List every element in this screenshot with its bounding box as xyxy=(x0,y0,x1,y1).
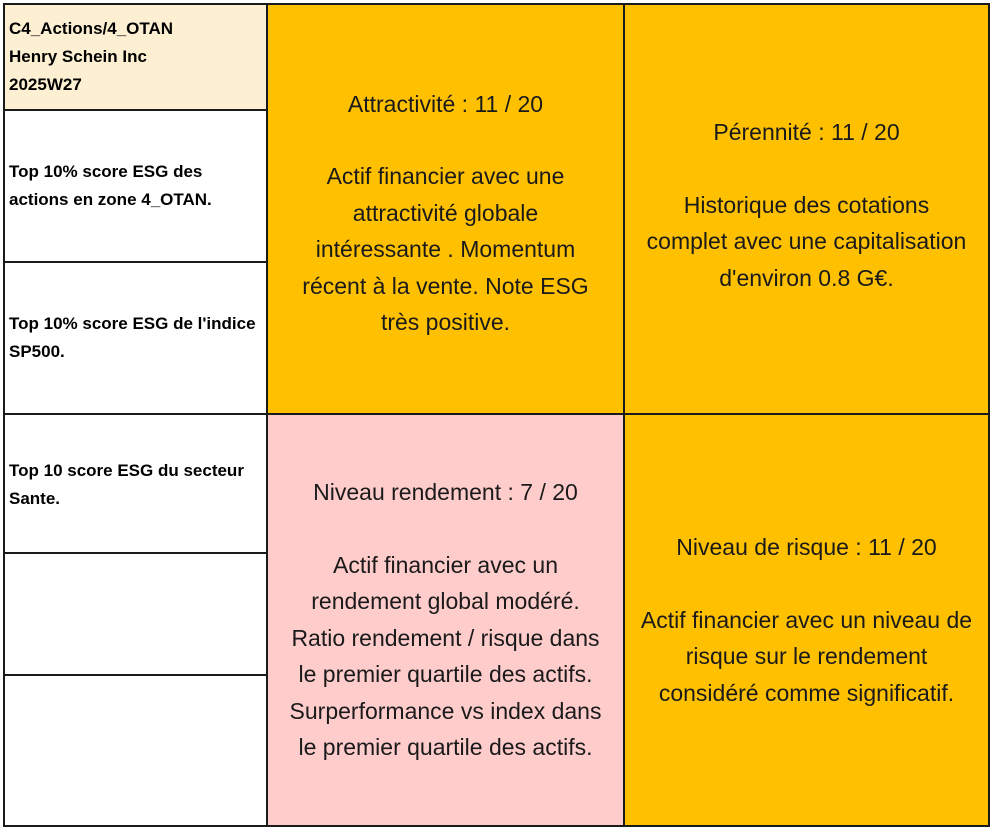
esg-rank-sector-text: Top 10 score ESG du secteur Sante. xyxy=(9,461,244,508)
perennite-title: Pérennité : 11 / 20 xyxy=(713,119,900,145)
perennite-text: Historique des cotations complet avec une capitalisation d'environ 0.8 G€. xyxy=(646,191,967,291)
esg-rank-index-text: Top 10% score ESG de l'indice SP500. xyxy=(9,314,256,361)
asset-category: C4_Actions/4_OTAN xyxy=(9,19,174,38)
esg-rank-cell-sector xyxy=(3,413,268,554)
asset-week: 2025W27 xyxy=(9,75,82,94)
perennite-panel xyxy=(623,3,990,415)
attractivite-title: Attractivité : 11 / 20 xyxy=(347,90,544,117)
rendement-title: Niveau rendement : 7 / 20 xyxy=(313,479,578,506)
risque-panel xyxy=(623,413,990,827)
esg-rank-zone-text: Top 10% score ESG des actions en zone 4_OTAN. xyxy=(9,162,212,209)
risque-text: Actif financier avec un niveau de risque sur le rendement considéré comme significatif. xyxy=(640,606,973,706)
rendement-panel xyxy=(266,413,625,827)
rendement-text: Actif financier avec un rendement global modéré. Ratio rendement / risque dans le premier quartile des actifs. Surperformance vs index dans le premier quartile des actifs. xyxy=(289,551,602,761)
asset-name: Henry Schein Inc xyxy=(9,47,147,66)
attractivite-text: Actif financier avec une attractivité globale intéressante . Momentum récent à la vente. Note ESG très positive. xyxy=(302,163,589,335)
empty-cell xyxy=(3,674,268,827)
asset-header-cell xyxy=(3,3,268,111)
risque-title: Niveau de risque : 11 / 20 xyxy=(676,534,937,560)
asset-header xyxy=(9,15,173,99)
esg-rank-cell-index xyxy=(3,261,268,415)
esg-rank-cell-zone xyxy=(3,109,268,263)
attractivite-panel xyxy=(266,3,625,415)
empty-cell xyxy=(3,552,268,676)
